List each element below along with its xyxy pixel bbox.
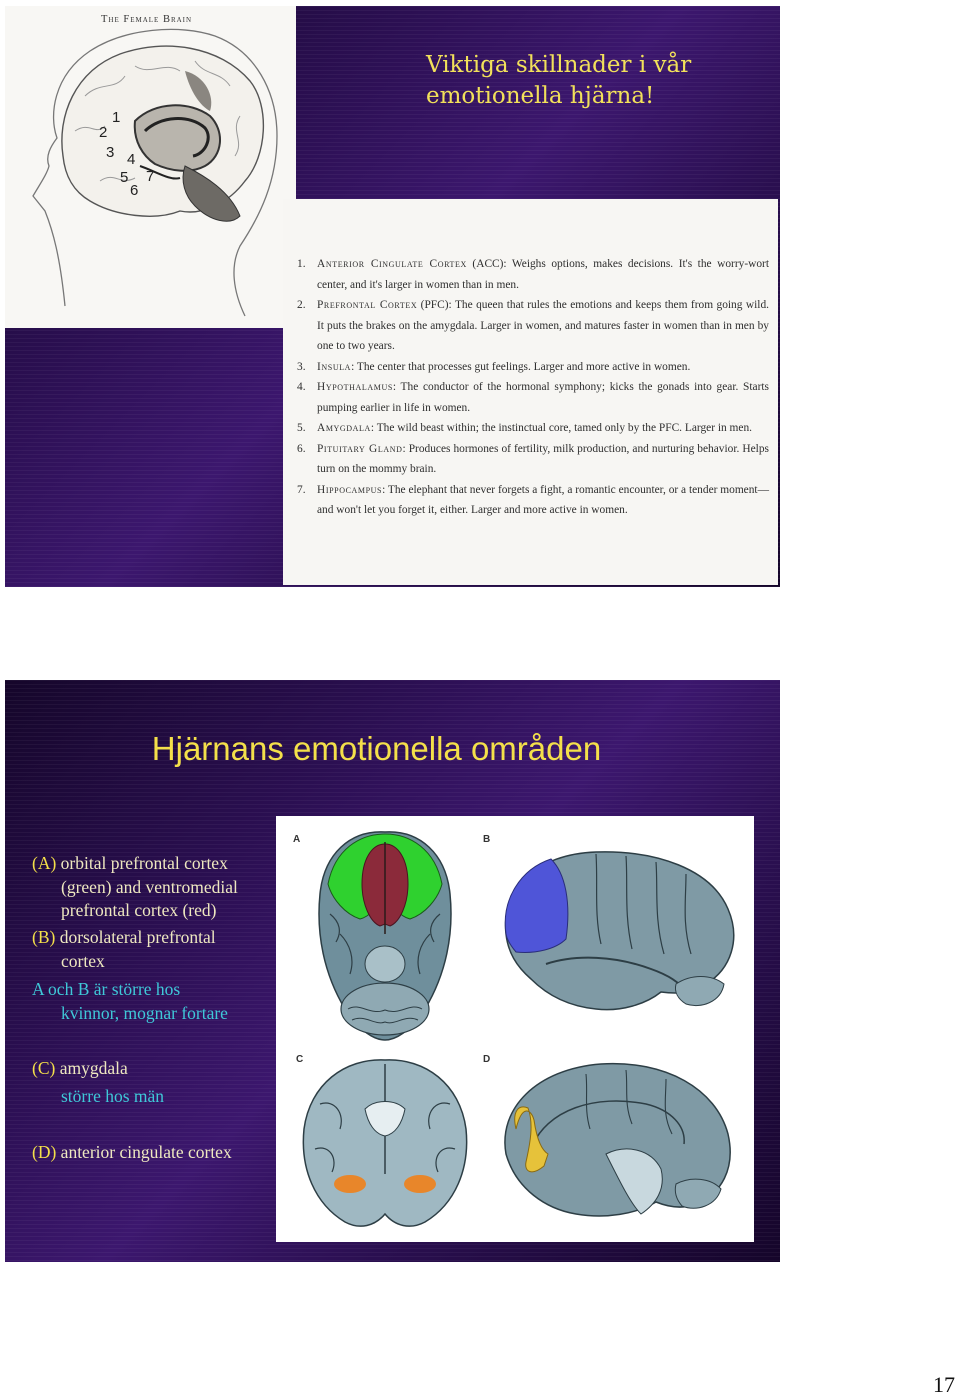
- caption-a-letter: (A): [32, 853, 57, 873]
- female-brain-sketch: [5, 6, 296, 328]
- caption-ab-note: A och B är större hos kvinnor, mognar fortare: [32, 979, 228, 1023]
- brain-ventral-view: [290, 824, 480, 1046]
- sketch-label-5: 5: [120, 169, 129, 186]
- legend-term: Insula: [317, 360, 352, 373]
- sketch-label-1: 1: [112, 109, 121, 126]
- legend-term: Anterior Cingulate Cortex: [317, 258, 467, 270]
- slide2-title: Hjärnans emotionella områden: [151, 730, 602, 767]
- legend-item: 4. Hypothalamus: The conductor of the hormonal symphony; kicks the gonads into gear. Starts pumping earlier in life in women.: [297, 381, 769, 414]
- sketch-title: The Female Brain: [101, 14, 193, 25]
- caption-d-letter: (D): [32, 1142, 57, 1162]
- caption-c: (C) amygdala större hos män: [32, 1058, 165, 1106]
- legend-text: : The center that processes gut feelings. Larger and more active in women.: [351, 360, 691, 373]
- legend-item: 3. Insula: The center that processes gut feelings. Larger and more active in women.: [297, 360, 691, 373]
- legend-text: (ACC): Weighs options, makes decisions. It's the worry-wort center, and it's larger in women than in men.: [317, 258, 769, 291]
- caption-b: (B) dorsolateral prefrontal cortex: [32, 927, 216, 971]
- sketch-label-3: 3: [106, 144, 115, 161]
- legend-item: 5. Amygdala: The wild beast within; the instinctual core, tamed only by the PFC. Larger in men.: [297, 422, 753, 434]
- legend-text: (PFC): The queen that rules the emotions and keeps them from going wild. It puts the brakes on the amygdala. Larger in women, and matures faster in women than in men by one to two years.: [317, 299, 769, 352]
- legend-term: Prefrontal Cortex: [317, 299, 418, 311]
- legend-item: 6. Pituitary Gland: Produces hormones of fertility, milk production, and nurturing behavior. Helps turn on the mommy brain.: [297, 442, 769, 475]
- slide-female-brain: [5, 6, 780, 587]
- brain-regions-figure: [276, 816, 754, 1242]
- brain-sagittal-section: [486, 1054, 741, 1234]
- legend-text: : Produces hormones of fertility, milk production, and nurturing behavior. Helps turn on the mommy brain.: [317, 442, 769, 475]
- caption-d: (D) anterior cingulate cortex: [32, 1142, 232, 1162]
- legend-item: 7. Hippocampus: The elephant that never forgets a fight, a romantic encounter, or a tender moment—and won't let you forget it, either. Larger and more active in women.: [297, 483, 769, 516]
- sketch-label-6: 6: [130, 182, 139, 199]
- caption-a: (A) orbital prefrontal cortex (green) and ventromedial prefrontal cortex (red): [32, 853, 238, 920]
- panel-label-d: D: [483, 1054, 491, 1065]
- sketch-label-4: 4: [127, 151, 136, 168]
- brain-region-legend: [295, 254, 769, 521]
- brain-region-legend-panel: [283, 199, 778, 585]
- panel-label-c: C: [296, 1054, 304, 1065]
- legend-text: : The wild beast within; the instinctual core, tamed only by the PFC. Larger in men.: [370, 422, 753, 434]
- caption-c-letter: (C): [32, 1058, 56, 1078]
- legend-text: : The elephant that never forgets a fight, a romantic encounter, or a tender moment—and won't let you forget it, either. Larger and more active in women.: [317, 483, 769, 516]
- slide1-title: [426, 50, 756, 112]
- panel-label-b: B: [483, 834, 491, 845]
- brain-coronal-section: [290, 1054, 480, 1234]
- slide-emotional-brain-areas: [5, 680, 780, 1262]
- legend-term: Hypothalamus: [317, 381, 393, 393]
- legend-item: 2. Prefrontal Cortex (PFC): The queen that rules the emotions and keeps them from going wild. It puts the brakes on the amygdala. Larger in women, and matures faster in women than in men by one to two years.: [297, 299, 769, 352]
- sketch-label-2: 2: [99, 124, 108, 141]
- legend-term: Amygdala: [317, 422, 371, 434]
- slide1-title-line-2: emotionella hjärna!: [426, 83, 655, 109]
- legend-term: Pituitary Gland: [317, 442, 403, 455]
- panel-label-a: A: [293, 834, 301, 845]
- caption-b-letter: (B): [32, 927, 56, 947]
- legend-term: Hippocampus: [317, 483, 383, 496]
- brain-lateral-view: [486, 844, 741, 1024]
- page-number: 17: [933, 1372, 955, 1397]
- legend-text: : The conductor of the hormonal symphony; kicks the gonads into gear. Starts pumping earlier in life in women.: [317, 381, 769, 414]
- sketch-label-7: 7: [146, 168, 155, 185]
- head-profile-illustration: [5, 6, 296, 328]
- legend-item: 1. Anterior Cingulate Cortex (ACC): Weighs options, makes decisions. It's the worry-wort center, and it's larger in women than in men.: [297, 258, 769, 291]
- slide1-title-line-1: Viktiga skillnader i vår: [426, 52, 692, 78]
